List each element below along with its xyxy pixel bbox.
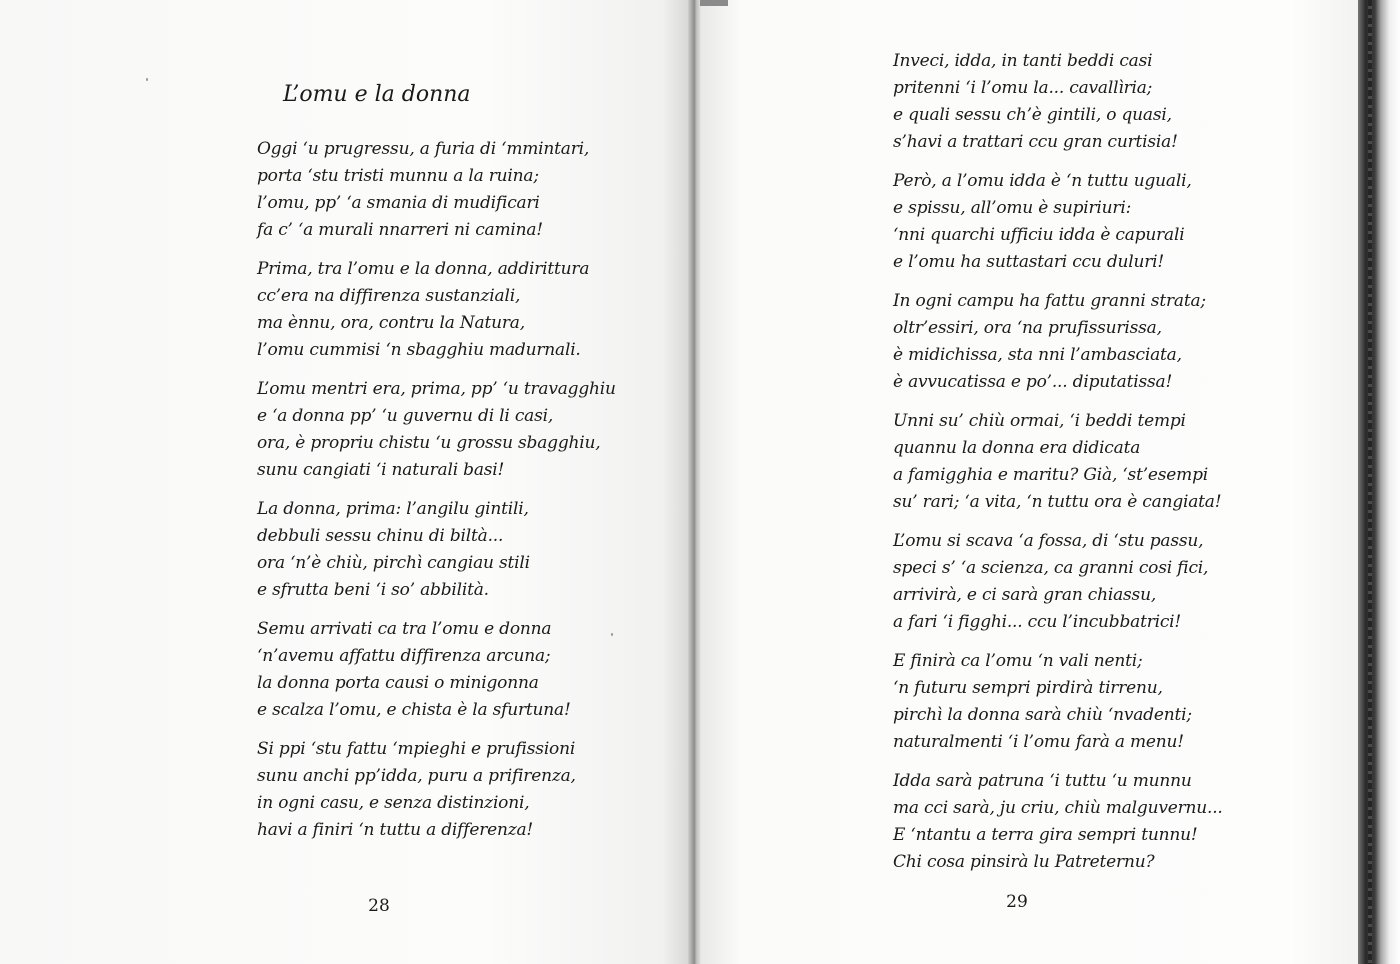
verse-line: sunu cangiati ‘i naturali basi! <box>257 460 505 480</box>
verse-line: ‘n’avemu affattu diffirenza arcuna; <box>257 646 551 666</box>
verse-line: sunu anchi pp’idda, puru a prifirenza, <box>257 766 576 786</box>
page-number-left: 28 <box>368 896 390 916</box>
verse-line: E finirà ca l’omu ‘n vali nenti; <box>893 651 1143 671</box>
verse-line: a fari ‘i figghi... ccu l’incubbatrici! <box>893 612 1182 632</box>
stanza <box>893 528 1343 636</box>
verse-line: in ogni casu, e senza distinzioni, <box>257 793 530 813</box>
scan-mark <box>700 0 728 6</box>
verse-line: la donna porta causi o minigonna <box>257 673 539 693</box>
verse-line: a famigghia e maritu? Già, ‘st’esempi <box>893 465 1209 485</box>
verse-line: In ogni campu ha fattu granni strata; <box>893 291 1206 311</box>
verse-line: è avvucatissa e po’... diputatissa! <box>893 372 1173 392</box>
verse-line: havi a finiri ‘n tuttu a differenza! <box>257 820 534 840</box>
verse-line: è midichissa, sta nni l’ambasciata, <box>893 345 1182 365</box>
stanza <box>893 648 1343 756</box>
verse-line: ‘nni quarchi ufficiu idda è capurali <box>893 225 1185 245</box>
verse-line: Semu arrivati ca tra l’omu e donna <box>257 619 552 639</box>
verse-line: debbuli sessu chinu di biltà... <box>257 526 504 546</box>
verse-line: E ‘ntantu a terra gira sempri tunnu! <box>893 825 1198 845</box>
stanza <box>893 48 1343 156</box>
verse-line: Idda sarà patruna ‘i tuttu ‘u munnu <box>893 771 1192 791</box>
verse-line: cc’era na diffirenza sustanziali, <box>257 286 521 306</box>
verse-line: ora, è propriu chistu ‘u grossu sbagghiu, <box>257 433 601 453</box>
stanza <box>257 496 667 604</box>
verse-line: su’ rari; ‘a vita, ‘n tuttu ora è cangiata! <box>893 492 1222 512</box>
verse-line: Unni su’ chiù ormai, ‘i beddi tempi <box>893 411 1186 431</box>
verse-line: Inveci, idda, in tanti beddi casi <box>893 51 1153 71</box>
verse-line: e quali sessu ch’è gintili, o quasi, <box>893 105 1172 125</box>
verse-line: s’havi a trattari ccu gran curtisia! <box>893 132 1178 152</box>
verse-line: speci s’ ‘a scienza, ca granni cosi fici, <box>893 558 1209 578</box>
verse-line: arrivirà, e ci sarà gran chiassu, <box>893 585 1157 605</box>
stanza <box>257 376 667 484</box>
verse-line: Però, a l’omu idda è ‘n tuttu uguali, <box>893 171 1192 191</box>
right-poem-column <box>893 48 1343 888</box>
verse-line: Si ppi ‘stu fattu ‘mpieghi e prufissioni <box>257 739 576 759</box>
verse-line: quannu la donna era didicata <box>893 438 1141 458</box>
stanza <box>893 168 1343 276</box>
paper-speck <box>146 78 148 81</box>
verse-line: oltr’essiri, ora ‘na prufissurissa, <box>893 318 1162 338</box>
stanza <box>257 736 667 844</box>
verse-line: La donna, prima: l’angilu gintili, <box>257 499 529 519</box>
verse-line: pritenni ‘i l’omu la... cavallìria; <box>893 78 1153 98</box>
verse-line: ma ènnu, ora, contru la Natura, <box>257 313 525 333</box>
verse-line: Prima, tra l’omu e la donna, addirittura <box>257 259 590 279</box>
verse-line: ora ‘n’è chiù, pirchì cangiau stili <box>257 553 530 573</box>
verse-line: L’omu si scava ‘a fossa, di ‘stu passu, <box>893 531 1204 551</box>
verse-line: L’omu mentri era, prima, pp’ ‘u travagghiu <box>257 379 616 399</box>
left-poem-column <box>257 136 667 856</box>
verse-line: l’omu cummisi ‘n sbagghiu madurnali. <box>257 340 581 360</box>
stanza <box>257 616 667 724</box>
stanza <box>893 408 1343 516</box>
verse-line: ma cci sarà, ju criu, chiù malguvernu... <box>893 798 1223 818</box>
verse-line: Chi cosa pinsirà lu Patreternu? <box>893 852 1155 872</box>
poem-title: L’omu e la donna <box>283 82 471 107</box>
verse-line: pirchì la donna sarà chiù ‘nvadenti; <box>893 705 1192 725</box>
stanza <box>257 256 667 364</box>
stanza <box>893 768 1343 876</box>
verse-line: e scalza l’omu, e chista è la sfurtuna! <box>257 700 571 720</box>
verse-line: e ‘a donna pp’ ‘u guvernu di li casi, <box>257 406 554 426</box>
verse-line: e l’omu ha suttastari ccu duluri! <box>893 252 1165 272</box>
verse-line: e sfrutta beni ‘i so’ abbilità. <box>257 580 489 600</box>
verse-line: l’omu, pp’ ‘a smania di mudificari <box>257 193 540 213</box>
verse-line: naturalmenti ‘i l’omu farà a menu! <box>893 732 1184 752</box>
verse-line: fa c’ ‘a murali nnarreri ni camina! <box>257 220 543 240</box>
stanza <box>257 136 667 244</box>
verse-line: Oggi ‘u prugressu, a furia di ‘mmintari, <box>257 139 590 159</box>
page-number-right: 29 <box>1006 892 1028 912</box>
stanza <box>893 288 1343 396</box>
book-gutter <box>688 0 702 964</box>
page-edge-shadow <box>1358 0 1400 964</box>
verse-line: porta ‘stu tristi munnu a la ruina; <box>257 166 539 186</box>
verse-line: e spissu, all’omu è supiriuri: <box>893 198 1132 218</box>
verse-line: ‘n futuru sempri pirdirà tirrenu, <box>893 678 1163 698</box>
